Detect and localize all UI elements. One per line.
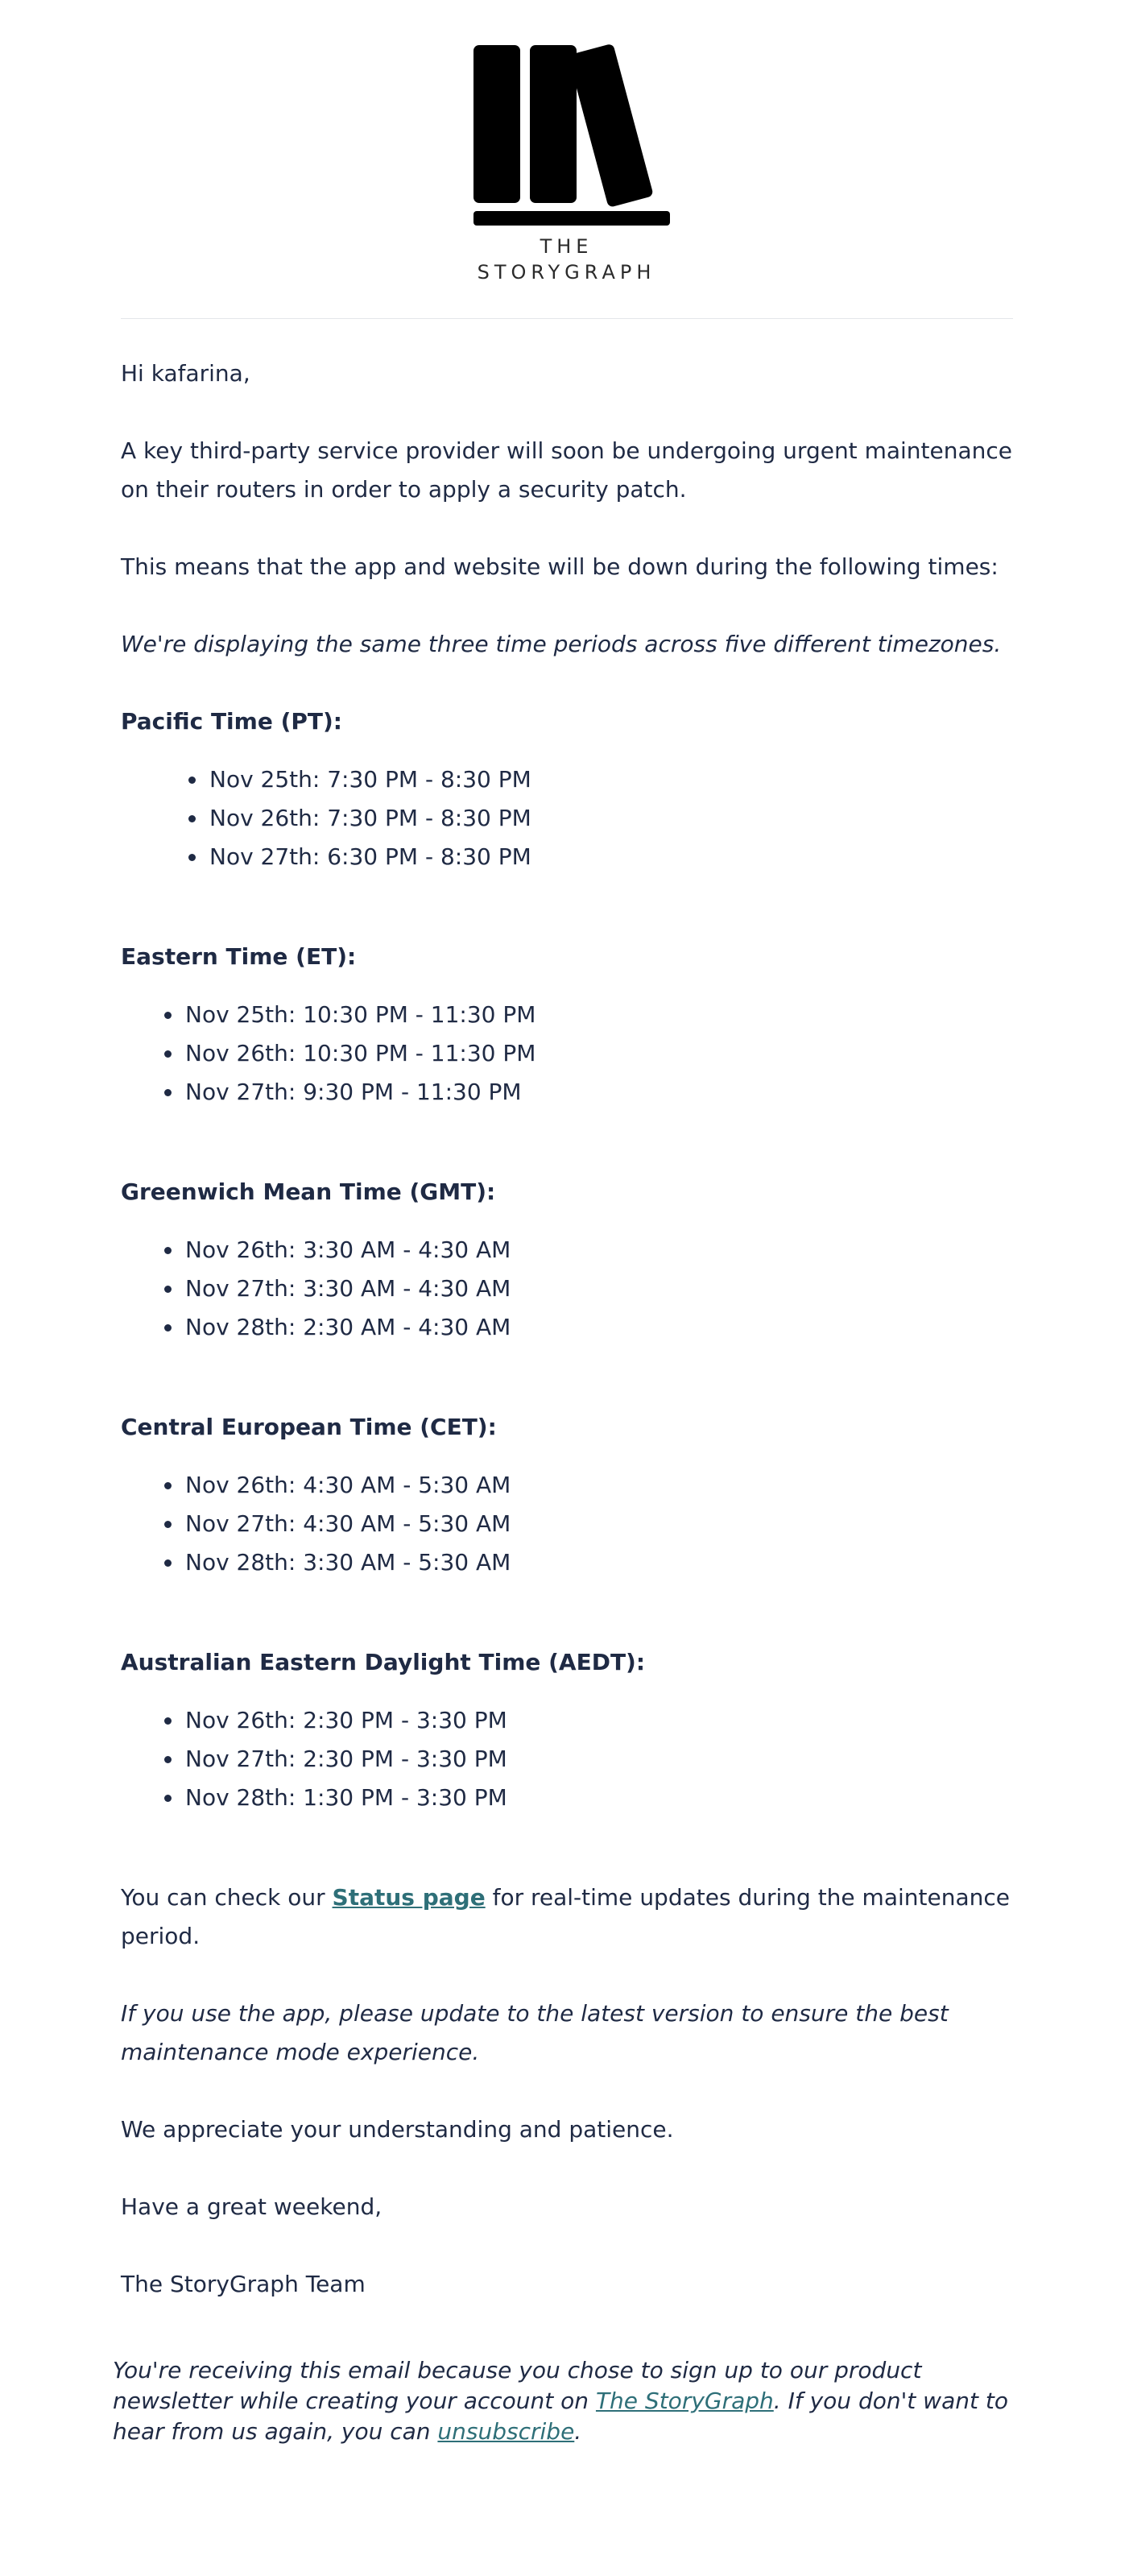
timezone-title: Australian Eastern Daylight Time (AEDT): [121,1649,646,1675]
signature: The StoryGraph Team [121,2271,366,2297]
unsubscribe-link[interactable]: unsubscribe [437,2418,575,2445]
timezone-note: We're displaying the same three time periods across five different timezones. [121,631,1002,657]
time-item: Nov 26th: 7:30 PM - 8:30 PM [209,799,1015,838]
footer-text-pre: You're receiving this email because you chose to sign up to our product newsletter while creating your account on [113,2357,922,2414]
time-item: Nov 28th: 3:30 AM - 5:30 AM [185,1543,1015,1582]
time-item: Nov 27th: 2:30 PM - 3:30 PM [185,1740,1015,1779]
timezone-title: Eastern Time (ET): [121,943,357,970]
footer-text-post: . [574,2418,582,2445]
time-list [121,1231,1015,1347]
downtime-paragraph: This means that the app and website will be down during the following times: [121,553,999,580]
time-list [121,760,1015,876]
timezone-title: Pacific Time (PT): [121,708,342,735]
storygraph-logo [0,39,1133,285]
status-paragraph [121,1878,1015,1956]
signoff: Have a great weekend, [121,2193,382,2220]
time-item: Nov 26th: 3:30 AM - 4:30 AM [185,1231,1015,1269]
time-item: Nov 27th: 4:30 AM - 5:30 AM [185,1505,1015,1543]
time-item: Nov 25th: 7:30 PM - 8:30 PM [209,760,1015,799]
timezone-section-aedt [121,1643,1015,1817]
footer-text-mid: . If you don't want to hear from us again, you can [113,2388,1008,2445]
timezone-section-gmt [121,1173,1015,1347]
time-item: Nov 26th: 2:30 PM - 3:30 PM [185,1701,1015,1740]
bookshelf-logo-icon [462,39,672,229]
timezone-section-cet [121,1408,1015,1582]
thanks-paragraph: We appreciate your understanding and patience. [121,2116,674,2143]
time-item: Nov 25th: 10:30 PM - 11:30 PM [185,996,1015,1034]
status-page-link[interactable]: Status page [332,1884,486,1911]
time-list [121,1701,1015,1817]
logo-text-storygraph: STORYGRAPH [477,261,656,284]
time-item: Nov 27th: 6:30 PM - 8:30 PM [209,838,1015,876]
timezone-title: Greenwich Mean Time (GMT): [121,1178,496,1205]
status-text-pre: You can check our [121,1884,333,1911]
header-divider [121,318,1013,319]
time-list [121,1466,1015,1582]
status-text-post: for real-time updates during the maintenance period. [121,1884,1010,1949]
email-body [121,354,1015,2342]
time-item: Nov 26th: 4:30 AM - 5:30 AM [185,1466,1015,1505]
update-note: If you use the app, please update to the latest version to ensure the best maintenance mode experience. [121,2000,949,2065]
intro-paragraph: A key third-party service provider will soon be undergoing urgent maintenance on their routers in order to apply a security patch. [121,437,1012,503]
time-item: Nov 28th: 1:30 PM - 3:30 PM [185,1779,1015,1817]
storygraph-site-link[interactable]: The StoryGraph [595,2388,774,2414]
timezone-section-et [121,938,1015,1112]
time-item: Nov 28th: 2:30 AM - 4:30 AM [185,1308,1015,1347]
logo-text-the: THE [540,235,593,258]
timezone-section-pt [121,702,1015,876]
greeting: Hi kafarina, [121,360,250,387]
time-item: Nov 26th: 10:30 PM - 11:30 PM [185,1034,1015,1073]
time-list [121,996,1015,1112]
email-footer [113,2355,1023,2447]
time-item: Nov 27th: 3:30 AM - 4:30 AM [185,1269,1015,1308]
time-item: Nov 27th: 9:30 PM - 11:30 PM [185,1073,1015,1112]
timezone-title: Central European Time (CET): [121,1414,497,1440]
